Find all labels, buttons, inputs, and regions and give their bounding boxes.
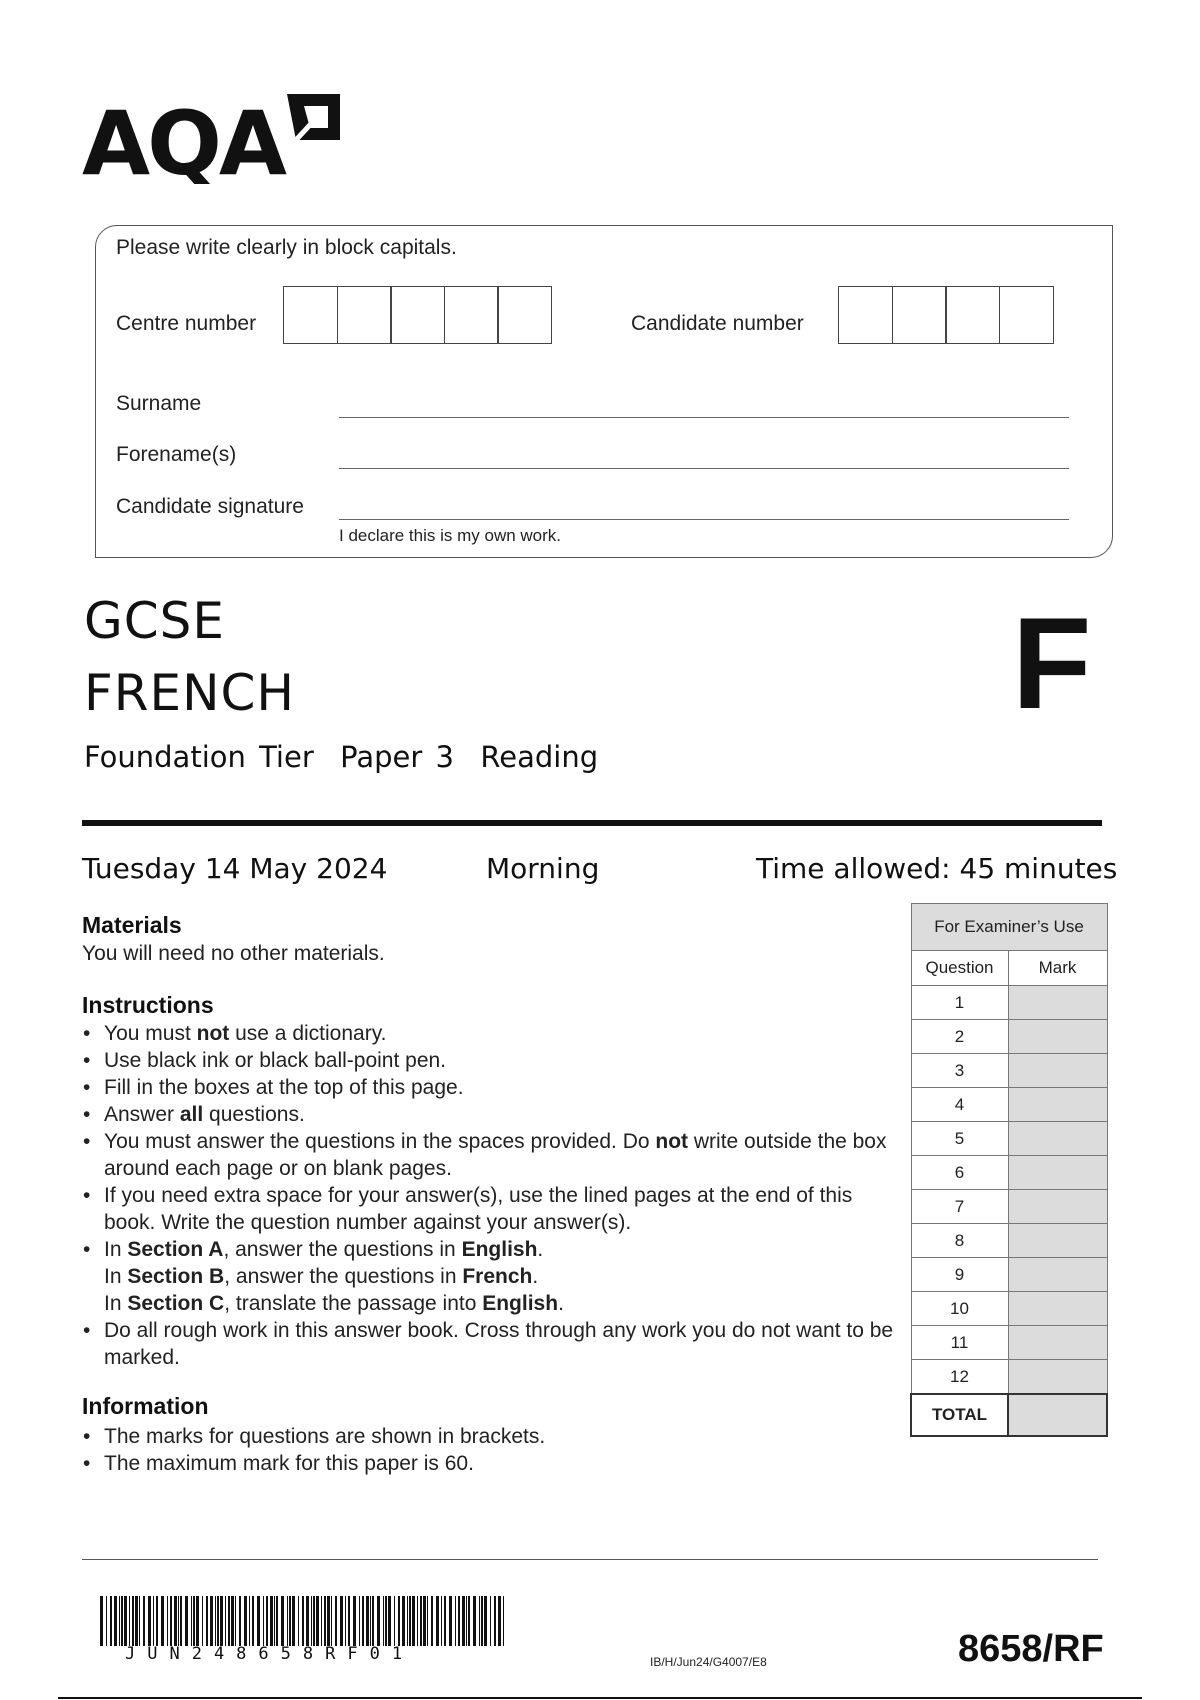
examiner-table-row (911, 1224, 1107, 1258)
barcode-bar (292, 1596, 295, 1646)
barcode-bar (289, 1596, 291, 1646)
barcode-bar (235, 1596, 236, 1646)
candidate-number-digit-box[interactable] (838, 286, 893, 344)
barcode-bar (503, 1596, 504, 1646)
barcode-bar (202, 1596, 203, 1646)
barcode-bar (148, 1596, 151, 1646)
barcode-bar (466, 1596, 467, 1646)
barcode-bar (119, 1596, 120, 1646)
barcode-bar (302, 1596, 304, 1646)
barcode-bar (249, 1596, 250, 1646)
barcode-bar (372, 1596, 374, 1646)
barcode-bar (178, 1596, 179, 1646)
question-number-cell: 7 (911, 1190, 1008, 1224)
footer-divider (82, 1559, 1098, 1560)
examiner-table-row (911, 1054, 1107, 1088)
question-number-cell: 11 (911, 1326, 1008, 1360)
paper-code: 8658/RF (958, 1628, 1104, 1670)
barcode-bar (394, 1596, 395, 1646)
barcode-bar (327, 1596, 330, 1646)
mark-cell (1008, 1190, 1107, 1224)
examiner-table-row (911, 1088, 1107, 1122)
surname-label: Surname (116, 392, 202, 415)
barcode-bar (383, 1596, 384, 1646)
barcode-bar (481, 1596, 483, 1646)
information-heading: Information (82, 1393, 209, 1419)
forenames-line[interactable] (339, 468, 1069, 469)
barcode-bar (359, 1596, 360, 1646)
barcode-bar (313, 1596, 315, 1646)
centre-number-digit-box[interactable] (337, 286, 392, 344)
barcode-bar (287, 1596, 288, 1646)
mark-cell (1008, 1360, 1107, 1395)
barcode-bar (106, 1596, 107, 1646)
instruction-item: • You must not use a dictionary. (104, 1020, 894, 1047)
centre-number-digit-box[interactable] (283, 286, 338, 344)
tier-letter: F (1012, 590, 1092, 736)
question-number-cell: 5 (911, 1122, 1008, 1156)
barcode-bar (217, 1596, 219, 1646)
surname-line[interactable] (339, 417, 1069, 418)
candidate-number-boxes (838, 286, 1054, 344)
barcode-bar (185, 1596, 188, 1646)
instruction-item: • Use black ink or black ball-point pen. (104, 1047, 894, 1074)
candidate-number-label: Candidate number (631, 312, 804, 335)
mark-cell (1008, 986, 1107, 1020)
barcode-bar (196, 1596, 199, 1646)
barcode-bar (407, 1596, 408, 1646)
signature-line[interactable] (339, 519, 1069, 520)
barcode-bar (311, 1596, 312, 1646)
barcode-bar (388, 1596, 391, 1646)
barcode-bar (409, 1596, 411, 1646)
barcode-bar (462, 1596, 465, 1646)
barcode-bar (231, 1596, 234, 1646)
barcode-bar (449, 1596, 452, 1646)
barcode-bar (420, 1596, 422, 1646)
total-mark-cell (1008, 1394, 1107, 1436)
barcode-bar (494, 1596, 496, 1646)
materials-heading: Materials (82, 912, 182, 938)
barcode-bar (402, 1596, 405, 1646)
instruction-item: • Do all rough work in this answer book. Cross through any work you do not want to be marked. (104, 1317, 894, 1371)
exam-date: Tuesday 14 May 2024 (82, 852, 388, 885)
barcode-bar (170, 1596, 172, 1646)
barcode-bar (252, 1596, 254, 1646)
question-number-cell: 4 (911, 1088, 1008, 1122)
question-number-cell: 3 (911, 1054, 1008, 1088)
barcode-bar (228, 1596, 230, 1646)
aqa-logo (82, 88, 342, 189)
header-divider (82, 820, 1102, 826)
instruction-item: • If you need extra space for your answer(s), use the lined pages at the end of this book. Write the question number against your answer(s). (104, 1182, 894, 1236)
barcode-bar (362, 1596, 364, 1646)
barcode-bar (257, 1596, 260, 1646)
barcode-bar (385, 1596, 387, 1646)
barcode-bar (132, 1596, 134, 1646)
mark-cell (1008, 1292, 1107, 1326)
exam-session: Morning (486, 852, 600, 885)
barcode-bar (331, 1596, 332, 1646)
barcode-bar (455, 1596, 456, 1646)
information-item: • The maximum mark for this paper is 60. (104, 1450, 894, 1477)
barcode-bar (345, 1596, 346, 1646)
time-allowed: Time allowed: 45 minutes (756, 852, 1118, 885)
information-list (82, 1423, 894, 1477)
barcode-bar (436, 1596, 439, 1646)
paper-subtitle: Foundation Tier Paper 3 Reading (84, 740, 599, 774)
barcode-bar (348, 1596, 350, 1646)
mark-cell (1008, 1156, 1107, 1190)
barcode-bar (370, 1596, 371, 1646)
barcode-bar (220, 1596, 223, 1646)
barcode-bar (139, 1596, 140, 1646)
instruction-item: • In Section A, answer the questions in English. In Section B, answer the questions in French. In Section C, translate the passage into English. (104, 1236, 894, 1317)
barcode-bar (458, 1596, 460, 1646)
materials-text: You will need no other materials. (82, 942, 385, 965)
barcode-bar (244, 1596, 247, 1646)
examiner-table-row (911, 1258, 1107, 1292)
barcode-bar (353, 1596, 356, 1646)
barcode-bar (321, 1596, 322, 1646)
barcode-bar (100, 1596, 103, 1646)
examiner-use-table (910, 903, 1108, 1437)
examiner-table-row (911, 1122, 1107, 1156)
barcode-bar (340, 1596, 343, 1646)
mark-cell (1008, 1088, 1107, 1122)
barcode-bar (193, 1596, 195, 1646)
signature-label: Candidate signature (116, 495, 304, 518)
barcode-bar (398, 1596, 400, 1646)
examiner-table-row (911, 1292, 1107, 1326)
barcode-bar (167, 1596, 168, 1646)
barcode-bar (191, 1596, 192, 1646)
barcode-bar (298, 1596, 299, 1646)
page-bottom-rule (58, 1697, 1142, 1699)
barcode-bar (174, 1596, 177, 1646)
question-number-cell: 2 (911, 1020, 1008, 1054)
examiner-table-row (911, 986, 1107, 1020)
barcode-bar (498, 1596, 501, 1646)
examiner-table-row (911, 1156, 1107, 1190)
question-number-cell: 8 (911, 1224, 1008, 1258)
qualification-title: GCSE (84, 592, 225, 650)
examiner-table-row (911, 1020, 1107, 1054)
barcode-bar (135, 1596, 138, 1646)
instruction-item: • Fill in the boxes at the top of this page. (104, 1074, 894, 1101)
barcode-bar (143, 1596, 145, 1646)
barcode-bar (270, 1596, 273, 1646)
barcode-bar (377, 1596, 380, 1646)
barcode-bar (316, 1596, 319, 1646)
barcode-bar (276, 1596, 278, 1646)
question-number-cell: 1 (911, 986, 1008, 1020)
barcode-bar (431, 1596, 433, 1646)
centre-number-digit-box[interactable] (444, 286, 499, 344)
barcode-bar (263, 1596, 264, 1646)
barcode-bar (274, 1596, 275, 1646)
centre-number-digit-box[interactable] (390, 286, 445, 344)
barcode-bar (161, 1596, 164, 1646)
candidate-number-digit-box[interactable] (892, 286, 947, 344)
candidate-details-box (95, 225, 1113, 558)
barcode-bar (124, 1596, 127, 1646)
centre-number-boxes (283, 286, 552, 344)
barcode (100, 1596, 510, 1651)
block-capitals-instruction: Please write clearly in block capitals. (116, 236, 457, 259)
instruction-item: • You must answer the questions in the spaces provided. Do not write outside the box around each page or on blank pages. (104, 1128, 894, 1182)
barcode-bar (129, 1596, 130, 1646)
barcode-bar (225, 1596, 226, 1646)
instructions-heading: Instructions (82, 992, 214, 1018)
examiner-table-row (911, 1360, 1107, 1395)
barcode-bars (100, 1596, 510, 1646)
question-number-cell: 12 (911, 1360, 1008, 1395)
barcode-bar (468, 1596, 470, 1646)
mark-cell (1008, 1020, 1107, 1054)
barcode-bar (444, 1596, 446, 1646)
examiner-table-row (911, 1190, 1107, 1224)
barcode-bar (417, 1596, 418, 1646)
mark-cell (1008, 1258, 1107, 1292)
barcode-bar (114, 1596, 117, 1646)
barcode-bar (180, 1596, 182, 1646)
barcode-bar (121, 1596, 123, 1646)
mark-cell (1008, 1326, 1107, 1360)
total-label: TOTAL (911, 1394, 1008, 1436)
barcode-bar (110, 1596, 112, 1646)
barcode-bar (206, 1596, 208, 1646)
barcode-text: JUN248658RF01 (125, 1644, 415, 1664)
mark-cell (1008, 1224, 1107, 1258)
aqa-logo-mark (82, 88, 342, 184)
barcode-bar (427, 1596, 428, 1646)
barcode-bar (412, 1596, 415, 1646)
examiner-table-row (911, 1326, 1107, 1360)
barcode-bar (423, 1596, 426, 1646)
question-number-cell: 6 (911, 1156, 1008, 1190)
barcode-bar (266, 1596, 268, 1646)
candidate-number-digit-box[interactable] (945, 286, 1000, 344)
question-number-cell: 10 (911, 1292, 1008, 1326)
barcode-bar (306, 1596, 309, 1646)
barcode-bar (153, 1596, 154, 1646)
mark-cell (1008, 1122, 1107, 1156)
barcode-bar (484, 1596, 487, 1646)
barcode-bar (490, 1596, 491, 1646)
barcode-bar (215, 1596, 216, 1646)
barcode-bar (239, 1596, 241, 1646)
instruction-item: • Answer all questions. (104, 1101, 894, 1128)
examiner-table-title: For Examiner’s Use (911, 904, 1107, 951)
barcode-bar (156, 1596, 158, 1646)
mark-cell (1008, 1054, 1107, 1088)
barcode-bar (366, 1596, 369, 1646)
centre-number-digit-box[interactable] (497, 286, 552, 344)
question-column-header: Question (911, 951, 1008, 986)
declaration-text: I declare this is my own work. (339, 526, 562, 545)
svg-text:AQA: AQA (82, 92, 285, 184)
barcode-bar (479, 1596, 480, 1646)
information-item: • The marks for questions are shown in brackets. (104, 1423, 894, 1450)
centre-number-label: Centre number (116, 312, 257, 335)
instructions-list (82, 1020, 894, 1371)
forenames-label: Forename(s) (116, 443, 237, 466)
barcode-bar (324, 1596, 326, 1646)
question-number-cell: 9 (911, 1258, 1008, 1292)
document-reference: IB/H/Jun24/G4007/E8 (650, 1655, 767, 1669)
barcode-bar (281, 1596, 284, 1646)
candidate-number-digit-box[interactable] (999, 286, 1054, 344)
subject-title: FRENCH (84, 664, 296, 722)
barcode-bar (441, 1596, 442, 1646)
barcode-bar (473, 1596, 476, 1646)
barcode-bar (210, 1596, 213, 1646)
barcode-bar (335, 1596, 337, 1646)
mark-column-header: Mark (1008, 951, 1107, 986)
